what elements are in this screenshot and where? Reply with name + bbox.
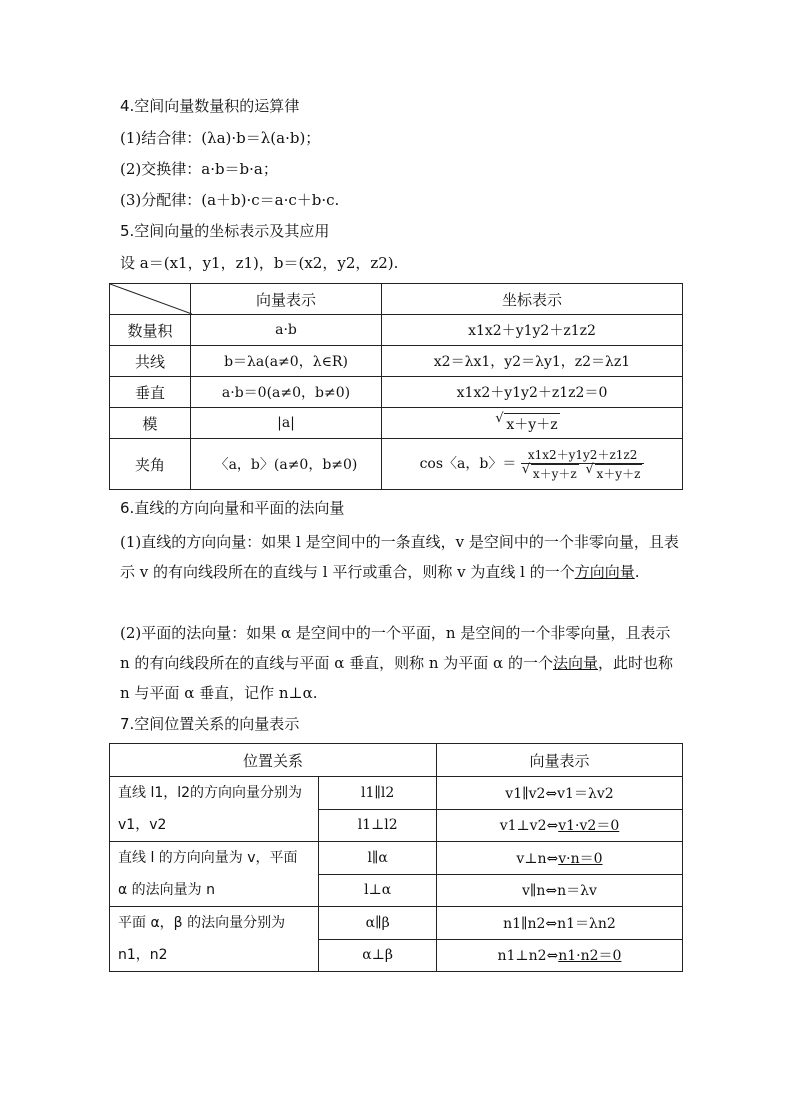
row-label: 数量积	[110, 315, 191, 346]
vector-cell: a·b＝0(a≠0，b≠0)	[191, 377, 382, 408]
relation-cell: α∥β	[319, 907, 437, 940]
vec-underlined: v·n＝0	[558, 850, 603, 867]
section4-item-2: (2)交换律：a·b＝b·a；	[120, 160, 278, 178]
cos-prefix: cos〈a，b〉＝	[419, 456, 517, 472]
group-desc: 直线 l 的方向向量为 v，平面 α 的法向量为 n	[110, 842, 319, 907]
group-desc: 直线 l1，l2的方向向量分别为 v1，v2	[110, 777, 319, 842]
vec-text: n1⊥n2⇔	[497, 948, 559, 965]
vec-text: n1∥n2⇔n1＝λn2	[503, 915, 616, 932]
row-label: 夹角	[110, 439, 191, 490]
p2-text: (2)平面的法向量：如果 α 是空间中的一个平面，n 是空间的一个非零向量，且表示 n 的有向线段所在的直线与平面 α 垂直，则称 n 为平面 α 的一个	[120, 624, 671, 672]
sqrt-expression: √ x＋y＋z	[504, 413, 559, 434]
section4-item-3: (3)分配律：(a＋b)·c＝a·c＋b·c.	[120, 191, 340, 209]
vec-text: v1⊥v2⇔	[499, 818, 559, 835]
group-desc: 平面 α，β 的法向量分别为 n1，n2	[110, 907, 319, 972]
p2-end: ，此时也称 n 与平面 α 垂直，记作 n⊥α.	[120, 654, 673, 702]
p1-end: .	[634, 563, 640, 581]
vec-text: v⊥n⇔	[516, 850, 559, 867]
fraction-numerator: x1x2＋y1y2＋z1z2	[521, 446, 645, 464]
p1-text: (1)直线的方向向量：如果 l 是空间中的一条直线，v 是空间中的一个非零向量，且表示 v 的有向线段所在的直线与 l 平行或重合，则称 v 为直线 l 的一个	[120, 533, 679, 581]
vector-cell	[436, 842, 682, 875]
fraction-denominator	[521, 464, 645, 482]
relation-cell: l1⊥l2	[319, 809, 437, 842]
vector-cell	[436, 809, 682, 842]
p1-underlined: 方向向量	[574, 563, 635, 581]
vec-underlined: n1·n2＝0	[558, 948, 622, 965]
coord-cell: x2＝λx1，y2＝λy1，z2＝λz1	[382, 346, 683, 377]
vector-cell	[436, 939, 682, 972]
section5-setup: 设 a＝(x1，y1，z1)，b＝(x2，y2，z2).	[120, 254, 399, 272]
section4-title: 4.空间向量数量积的运算律	[120, 97, 300, 115]
vec-underlined: v1·v2＝0	[558, 818, 620, 835]
section4-item-1: (1)结合律：(λa)·b＝λ(a·b)；	[120, 129, 321, 147]
p2-underlined: 法向量	[552, 654, 598, 672]
sqrt-a: √ x＋y＋z	[531, 464, 579, 482]
coord-cell: x1x2＋y1y2＋z1z2＝0	[382, 377, 683, 408]
vector-cell	[436, 907, 682, 940]
angle-fraction	[521, 446, 645, 482]
position-relation-table	[109, 743, 683, 972]
coord-cell	[382, 439, 683, 490]
relation-cell: l1∥l2	[319, 777, 437, 810]
section6-paragraph-1	[120, 527, 680, 587]
sqrt-b: √ x＋y＋z	[595, 464, 643, 482]
vector-cell: a·b	[191, 315, 382, 346]
col-header-coord: 坐标表示	[382, 284, 683, 315]
diagonal-header-cell	[110, 284, 191, 315]
vector-cell: |a|	[191, 408, 382, 439]
row-label: 模	[110, 408, 191, 439]
relation-cell: l⊥α	[319, 874, 437, 907]
coord-cell	[382, 408, 683, 439]
row-label: 共线	[110, 346, 191, 377]
section7-title: 7.空间位置关系的向量表示	[120, 715, 300, 733]
section6-title: 6.直线的方向向量和平面的法向量	[120, 499, 345, 517]
col-header-relation: 位置关系	[110, 744, 437, 777]
vec-text: v∥n⇔n＝λv	[522, 883, 597, 900]
col-header-vector: 向量表示	[436, 744, 682, 777]
coord-cell: x1x2＋y1y2＋z1z2	[382, 315, 683, 346]
row-label: 垂直	[110, 377, 191, 408]
vec-text: v1∥v2⇔v1＝λv2	[505, 785, 614, 802]
col-header-vector: 向量表示	[191, 284, 382, 315]
vector-cell: b＝λa(a≠0，λ∈R)	[191, 346, 382, 377]
relation-cell: l∥α	[319, 842, 437, 875]
section5-title: 5.空间向量的坐标表示及其应用	[120, 222, 330, 240]
vector-cell	[436, 874, 682, 907]
coordinate-table	[109, 283, 683, 490]
relation-cell: α⊥β	[319, 939, 437, 972]
section6-paragraph-2	[120, 618, 680, 708]
diagonal-line	[110, 284, 192, 314]
vector-cell	[436, 777, 682, 810]
vector-cell: 〈a，b〉(a≠0，b≠0)	[191, 439, 382, 490]
